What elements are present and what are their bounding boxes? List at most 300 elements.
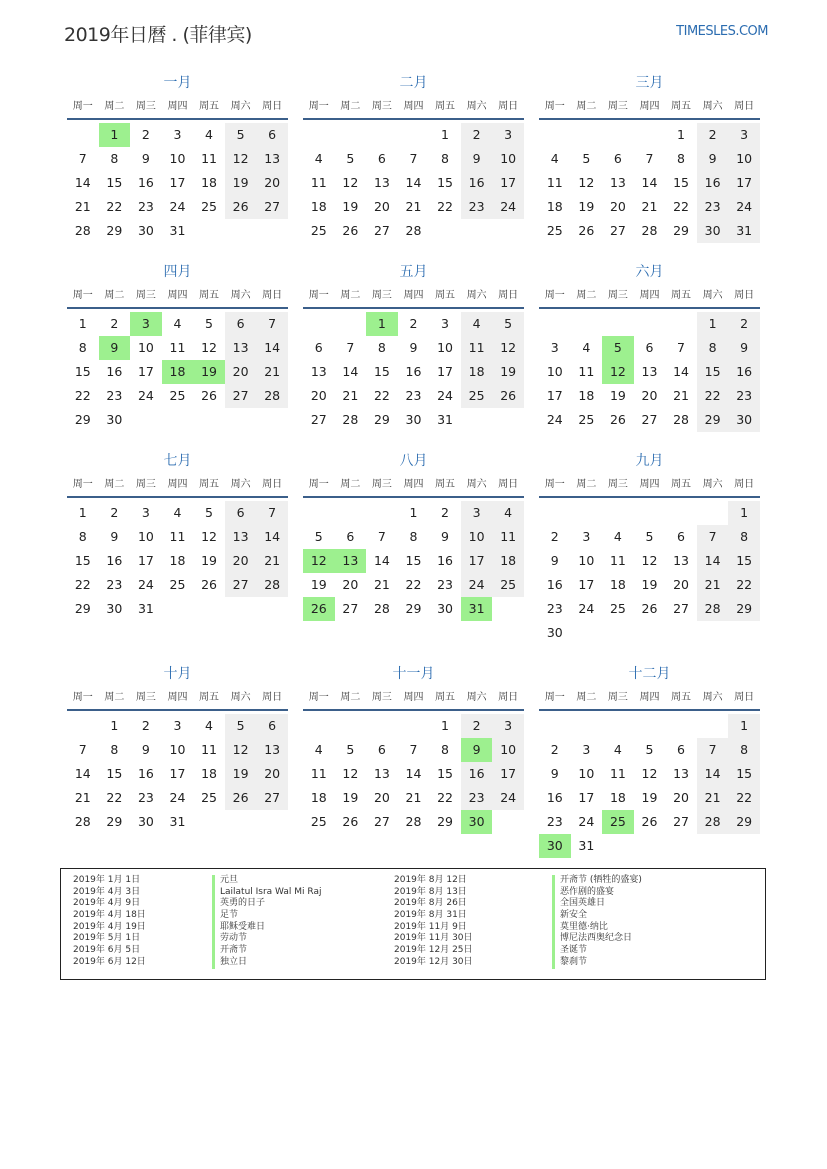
day-cell: 25	[310, 223, 327, 238]
day-cell: 17	[169, 766, 186, 781]
day-cell: 14	[342, 364, 359, 379]
day-cell: 7	[677, 340, 685, 355]
holiday-day-cell: 1	[366, 312, 398, 336]
day-cell: 8	[409, 529, 418, 544]
day-cell: 8	[441, 742, 449, 757]
weekday-label: 周二	[340, 479, 361, 490]
day-cell: 17	[137, 553, 154, 568]
weekday-label: 周四	[167, 101, 188, 112]
day-cell: 16	[106, 364, 123, 379]
weekday-label: 周五	[199, 101, 220, 112]
day-cell: 14	[256, 336, 288, 360]
day-cell: 20	[342, 577, 359, 592]
day-cell: 31	[169, 223, 186, 238]
day-cell: 10	[169, 742, 186, 757]
day-cell: 27	[609, 223, 626, 238]
holiday-name: 圣诞节	[552, 945, 642, 957]
day-grid	[539, 498, 760, 645]
weekday-header	[303, 474, 524, 498]
day-cell: 18	[546, 199, 563, 214]
day-cell: 17	[492, 762, 524, 786]
weekday-label: 周四	[639, 290, 660, 301]
holiday-day-cell: 9	[99, 336, 131, 360]
month-name: 九月	[635, 453, 664, 469]
weekday-label: 周六	[702, 692, 723, 703]
day-cell: 23	[137, 199, 154, 214]
day-cell: 11	[169, 340, 186, 355]
weekday-label: 周一	[72, 692, 93, 703]
day-cell: 4	[173, 505, 182, 520]
day-cell: 19	[492, 360, 524, 384]
day-cell: 10	[461, 525, 493, 549]
day-cell: 23	[546, 601, 563, 616]
day-grid	[303, 120, 524, 267]
weekday-label: 周三	[607, 290, 628, 301]
day-cell: 28	[74, 814, 91, 829]
day-cell: 28	[697, 810, 729, 834]
month-block	[539, 661, 760, 867]
day-cell: 5	[225, 123, 257, 147]
day-cell: 18	[310, 790, 327, 805]
day-cell: 28	[697, 597, 729, 621]
day-cell: 25	[461, 384, 493, 408]
day-cell: 24	[169, 790, 186, 805]
holiday-name: 足节	[212, 910, 321, 922]
day-cell: 27	[641, 412, 658, 427]
day-cell: 14	[673, 364, 689, 379]
day-cell: 19	[225, 762, 257, 786]
day-cell: 24	[461, 573, 493, 597]
day-cell: 12	[225, 147, 257, 171]
day-cell: 29	[74, 412, 91, 427]
day-cell: 28	[74, 223, 91, 238]
day-grid	[67, 120, 288, 267]
weekday-label: 周二	[576, 101, 597, 112]
weekday-header	[539, 96, 760, 120]
day-cell: 10	[169, 151, 186, 166]
day-cell: 2	[728, 312, 760, 336]
day-cell: 1	[728, 714, 760, 738]
day-cell: 24	[546, 412, 563, 427]
day-cell: 22	[437, 790, 453, 805]
day-cell: 7	[256, 312, 288, 336]
day-cell: 16	[137, 175, 154, 190]
day-cell: 10	[492, 738, 524, 762]
weekday-label: 周一	[72, 479, 93, 490]
holiday-day-cell: 30	[539, 834, 571, 858]
day-cell: 14	[641, 175, 658, 190]
month-block	[67, 448, 288, 661]
weekday-label: 周日	[734, 290, 755, 301]
day-cell: 21	[256, 549, 288, 573]
weekday-label: 周五	[199, 479, 220, 490]
holiday-day-cell: 12	[303, 549, 335, 573]
day-cell: 18	[201, 175, 217, 190]
month-name: 五月	[399, 264, 428, 280]
day-cell: 1	[78, 316, 87, 331]
day-cell: 18	[609, 577, 626, 592]
day-cell: 3	[141, 505, 150, 520]
weekday-label: 周四	[403, 692, 424, 703]
day-cell: 23	[405, 388, 422, 403]
day-cell: 21	[74, 199, 91, 214]
holiday-day-cell: 26	[303, 597, 335, 621]
day-cell: 9	[141, 742, 150, 757]
weekday-label: 周四	[639, 692, 660, 703]
day-cell: 10	[546, 364, 563, 379]
day-cell: 15	[106, 766, 123, 781]
weekday-label: 周二	[340, 290, 361, 301]
day-cell: 3	[492, 714, 524, 738]
holiday-name: 新安全	[552, 910, 642, 922]
day-grid	[539, 120, 760, 267]
day-cell: 21	[405, 199, 422, 214]
weekday-label: 周日	[262, 692, 283, 703]
day-cell: 22	[437, 199, 453, 214]
day-grid	[303, 711, 524, 858]
weekday-label: 周六	[702, 101, 723, 112]
weekday-label: 周三	[135, 692, 156, 703]
day-cell: 17	[461, 549, 493, 573]
day-cell: 9	[461, 147, 493, 171]
weekday-label: 周一	[308, 479, 329, 490]
weekday-header	[303, 285, 524, 309]
holiday-date: 2019年 1月 1日	[73, 875, 141, 885]
holiday-date: 2019年 11月 30日	[394, 933, 473, 944]
day-cell: 5	[225, 714, 257, 738]
day-grid	[67, 711, 288, 858]
day-cell: 24	[137, 388, 154, 403]
day-cell: 19	[641, 577, 658, 592]
weekday-label: 周日	[734, 692, 755, 703]
holiday-names-left	[212, 875, 321, 969]
holiday-name: 劳动节	[212, 933, 321, 945]
holiday-day-cell: 9	[461, 738, 493, 762]
day-cell: 15	[437, 175, 453, 190]
weekday-header	[67, 96, 288, 120]
day-cell: 15	[373, 364, 390, 379]
day-cell: 2	[110, 316, 119, 331]
day-cell: 6	[677, 529, 685, 544]
day-cell: 29	[106, 814, 123, 829]
holiday-list	[60, 868, 766, 980]
weekday-header	[303, 687, 524, 711]
day-cell: 25	[169, 388, 186, 403]
day-cell: 13	[373, 175, 390, 190]
day-cell: 6	[346, 529, 355, 544]
day-cell: 19	[342, 199, 359, 214]
weekday-label: 周五	[671, 101, 692, 112]
day-cell: 19	[609, 388, 626, 403]
weekday-label: 周日	[498, 692, 519, 703]
day-cell: 8	[377, 340, 386, 355]
holiday-name: 英勇的日子	[212, 898, 321, 910]
weekday-label: 周一	[544, 101, 565, 112]
day-cell: 18	[201, 766, 217, 781]
month-name: 十二月	[628, 666, 671, 682]
weekday-label: 周六	[230, 479, 251, 490]
weekday-label: 周五	[435, 101, 456, 112]
day-cell: 26	[201, 388, 217, 403]
day-cell: 9	[141, 151, 150, 166]
holiday-name: 元旦	[212, 875, 321, 887]
day-cell: 3	[492, 123, 524, 147]
weekday-label: 周一	[544, 479, 565, 490]
day-cell: 18	[310, 199, 327, 214]
day-cell: 4	[173, 316, 182, 331]
day-cell: 15	[728, 762, 760, 786]
day-cell: 17	[728, 171, 760, 195]
weekday-label: 周二	[104, 101, 125, 112]
day-grid	[303, 498, 524, 645]
day-cell: 28	[641, 223, 658, 238]
day-cell: 13	[310, 364, 327, 379]
day-cell: 10	[437, 340, 453, 355]
day-cell: 13	[256, 147, 288, 171]
day-cell: 30	[137, 223, 154, 238]
page-title: 2019年日曆 . (菲律宾)	[64, 24, 252, 46]
day-cell: 9	[441, 529, 449, 544]
day-cell: 10	[492, 147, 524, 171]
day-cell: 3	[582, 529, 591, 544]
weekday-label: 周四	[167, 290, 188, 301]
day-cell: 15	[697, 360, 729, 384]
day-cell: 22	[106, 199, 123, 214]
day-cell: 31	[169, 814, 186, 829]
day-cell: 15	[437, 766, 453, 781]
month-block	[303, 448, 524, 661]
day-cell: 31	[578, 838, 595, 853]
weekday-label: 周四	[167, 692, 188, 703]
day-cell: 29	[728, 597, 760, 621]
day-cell: 19	[578, 199, 595, 214]
day-cell: 22	[74, 388, 91, 403]
day-cell: 6	[645, 340, 654, 355]
day-cell: 6	[256, 714, 288, 738]
weekday-label: 周二	[576, 290, 597, 301]
day-cell: 7	[645, 151, 654, 166]
weekday-header	[67, 687, 288, 711]
day-cell: 26	[225, 786, 257, 810]
holiday-day-cell: 5	[602, 336, 634, 360]
day-cell: 10	[137, 529, 154, 544]
day-cell: 13	[225, 336, 257, 360]
day-cell: 23	[106, 577, 123, 592]
day-cell: 20	[225, 360, 257, 384]
day-cell: 3	[461, 501, 493, 525]
day-cell: 25	[546, 223, 563, 238]
day-cell: 27	[342, 601, 359, 616]
holiday-day-cell: 19	[193, 360, 225, 384]
day-cell: 5	[205, 316, 213, 331]
holiday-names-right	[552, 875, 642, 969]
day-cell: 2	[550, 742, 559, 757]
day-cell: 12	[342, 175, 359, 190]
day-cell: 12	[641, 766, 658, 781]
day-cell: 5	[645, 742, 654, 757]
holiday-day-cell: 1	[99, 123, 131, 147]
day-grid	[303, 309, 524, 456]
holiday-day-cell: 3	[130, 312, 162, 336]
day-cell: 16	[461, 171, 493, 195]
holiday-date: 2019年 8月 13日	[394, 886, 467, 897]
holiday-date: 2019年 12月 25日	[394, 945, 473, 956]
day-cell: 25	[169, 577, 186, 592]
day-grid	[67, 498, 288, 645]
month-name: 十月	[163, 666, 192, 682]
day-cell: 22	[673, 199, 689, 214]
day-cell: 21	[342, 388, 359, 403]
day-cell: 19	[342, 790, 359, 805]
day-cell: 24	[492, 195, 524, 219]
month-block	[67, 661, 288, 867]
day-cell: 11	[609, 553, 626, 568]
day-cell: 22	[728, 573, 760, 597]
day-cell: 11	[310, 175, 327, 190]
day-cell: 11	[546, 175, 563, 190]
day-cell: 2	[697, 123, 729, 147]
day-cell: 6	[314, 340, 323, 355]
day-cell: 10	[578, 553, 595, 568]
day-cell: 6	[377, 151, 386, 166]
day-cell: 16	[405, 364, 422, 379]
weekday-label: 周日	[498, 290, 519, 301]
day-cell: 24	[578, 814, 595, 829]
day-cell: 1	[677, 127, 685, 142]
day-cell: 21	[405, 790, 422, 805]
day-cell: 21	[697, 786, 729, 810]
holiday-date: 2019年 8月 12日	[394, 875, 467, 885]
weekday-label: 周二	[576, 479, 597, 490]
day-cell: 30	[106, 412, 123, 427]
day-cell: 16	[697, 171, 729, 195]
day-cell: 26	[641, 601, 658, 616]
day-cell: 20	[310, 388, 327, 403]
day-cell: 9	[550, 766, 559, 781]
holiday-date: 2019年 8月 31日	[394, 910, 467, 921]
day-cell: 22	[74, 577, 91, 592]
day-cell: 25	[609, 601, 626, 616]
day-cell: 28	[405, 223, 422, 238]
day-cell: 30	[728, 408, 760, 432]
day-cell: 11	[578, 364, 595, 379]
day-cell: 21	[74, 790, 91, 805]
day-cell: 14	[697, 549, 729, 573]
day-cell: 4	[205, 127, 213, 142]
day-cell: 20	[256, 762, 288, 786]
day-cell: 15	[74, 553, 91, 568]
day-cell: 4	[461, 312, 493, 336]
day-cell: 30	[697, 219, 729, 243]
weekday-label: 周四	[167, 479, 188, 490]
day-cell: 9	[110, 529, 119, 544]
holiday-dates-left	[73, 875, 146, 969]
weekday-label: 周四	[403, 290, 424, 301]
day-cell: 12	[201, 529, 217, 544]
day-cell: 28	[405, 814, 422, 829]
weekday-label: 周二	[340, 101, 361, 112]
day-cell: 16	[461, 762, 493, 786]
day-cell: 20	[256, 171, 288, 195]
day-cell: 15	[74, 364, 91, 379]
day-cell: 6	[225, 312, 257, 336]
day-cell: 7	[409, 151, 418, 166]
day-cell: 28	[256, 573, 288, 597]
weekday-label: 周六	[466, 290, 487, 301]
weekday-label: 周六	[466, 692, 487, 703]
holiday-name: 恶作剧的盛宴	[552, 887, 642, 899]
day-cell: 20	[373, 790, 390, 805]
weekday-header	[539, 687, 760, 711]
day-cell: 11	[169, 529, 186, 544]
day-cell: 1	[441, 718, 449, 733]
day-cell: 31	[437, 412, 453, 427]
weekday-label: 周六	[466, 479, 487, 490]
weekday-label: 周四	[403, 101, 424, 112]
holiday-name: 全国英雄日	[552, 898, 642, 910]
day-cell: 26	[641, 814, 658, 829]
day-cell: 28	[673, 412, 689, 427]
day-cell: 11	[461, 336, 493, 360]
day-cell: 14	[256, 525, 288, 549]
day-cell: 8	[441, 151, 449, 166]
holiday-name: 黎刹节	[552, 957, 642, 969]
weekday-label: 周五	[435, 692, 456, 703]
day-cell: 28	[256, 384, 288, 408]
holiday-date: 2019年 4月 9日	[73, 898, 141, 909]
day-cell: 13	[225, 525, 257, 549]
weekday-label: 周日	[734, 479, 755, 490]
day-cell: 21	[697, 573, 729, 597]
month-name: 八月	[399, 453, 428, 469]
month-block	[67, 259, 288, 448]
day-cell: 20	[225, 549, 257, 573]
day-cell: 19	[310, 577, 327, 592]
day-cell: 23	[106, 388, 123, 403]
day-cell: 3	[728, 123, 760, 147]
day-cell: 30	[137, 814, 154, 829]
weekday-label: 周五	[671, 290, 692, 301]
day-cell: 5	[346, 151, 355, 166]
day-cell: 18	[461, 360, 493, 384]
day-cell: 5	[205, 505, 213, 520]
weekday-label: 周五	[435, 479, 456, 490]
day-grid	[539, 309, 760, 456]
weekday-label: 周一	[308, 692, 329, 703]
day-cell: 29	[697, 408, 729, 432]
day-cell: 15	[106, 175, 123, 190]
day-cell: 23	[546, 814, 563, 829]
weekday-label: 周一	[308, 290, 329, 301]
day-cell: 22	[405, 577, 422, 592]
holiday-day-cell: 30	[461, 810, 493, 834]
weekday-label: 周六	[230, 692, 251, 703]
day-cell: 4	[550, 151, 559, 166]
month-block	[303, 259, 524, 448]
weekday-label: 周日	[262, 290, 283, 301]
day-cell: 6	[613, 151, 622, 166]
day-cell: 8	[78, 340, 87, 355]
weekday-label: 周六	[702, 290, 723, 301]
day-cell: 23	[728, 384, 760, 408]
weekday-label: 周五	[199, 692, 220, 703]
day-cell: 12	[225, 738, 257, 762]
month-block	[539, 259, 760, 448]
day-cell: 11	[201, 151, 217, 166]
weekday-label: 周二	[340, 692, 361, 703]
day-cell: 12	[641, 553, 658, 568]
day-cell: 29	[74, 601, 91, 616]
